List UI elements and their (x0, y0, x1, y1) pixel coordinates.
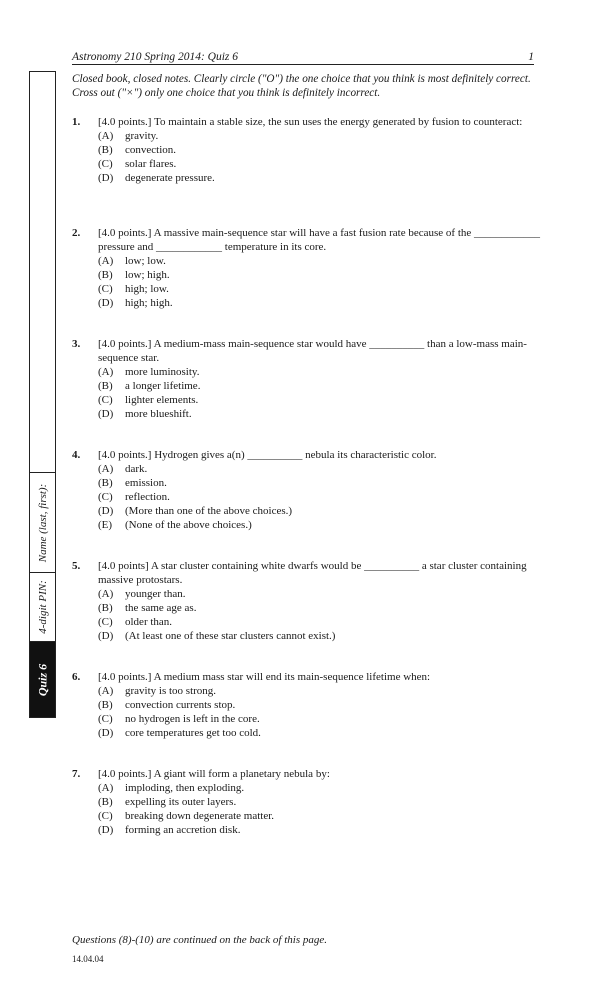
answer-option[interactable]: (C) older than. (98, 616, 173, 628)
answer-option[interactable]: (B) a longer lifetime. (98, 380, 201, 392)
question-7 (72, 767, 542, 837)
answer-option[interactable]: (B) low; high. (98, 269, 170, 281)
question-stem: [4.0 points] A star cluster containing white dwarfs would be __________ a star cluster containing massive protostars. (98, 560, 527, 586)
answer-option[interactable]: (B) convection. (98, 144, 177, 156)
question-number: 5. (72, 560, 81, 572)
answer-option[interactable]: (D) (More than one of the above choices.) (98, 505, 293, 517)
answer-option[interactable]: (A) imploding, then exploding. (98, 782, 245, 794)
answer-option[interactable]: (C) reflection. (98, 491, 170, 503)
page-number: 1 (528, 51, 534, 63)
question-5 (72, 559, 542, 643)
question-number: 7. (72, 768, 81, 780)
page-header (72, 48, 534, 65)
answer-option[interactable]: (B) convection currents stop. (98, 699, 236, 711)
answer-option[interactable]: (A) more luminosity. (98, 366, 200, 378)
answer-option[interactable]: (E) (None of the above choices.) (98, 519, 252, 531)
answer-option[interactable]: (A) dark. (98, 463, 148, 475)
question-number: 2. (72, 227, 81, 239)
question-number: 1. (72, 116, 81, 128)
continuation-note: Questions (8)-(10) are continued on the back of this page. (72, 934, 327, 946)
answer-option[interactable]: (D) more blueshift. (98, 408, 192, 420)
date-code: 14.04.04 (72, 954, 104, 964)
answer-option[interactable]: (B) expelling its outer layers. (98, 796, 237, 808)
question-4 (72, 448, 542, 532)
question-stem: [4.0 points.] A medium mass star will end its main-sequence lifetime when: (98, 671, 431, 683)
answer-option[interactable]: (C) no hydrogen is left in the core. (98, 713, 260, 725)
answer-option[interactable]: (C) solar flares. (98, 158, 177, 170)
answer-option[interactable]: (D) core temperatures get too cold. (98, 727, 261, 739)
quiz-label-box (30, 641, 55, 717)
question-number: 4. (72, 449, 81, 461)
answer-option[interactable]: (C) breaking down degenerate matter. (98, 810, 275, 822)
sidebar-blank-cell (30, 72, 55, 472)
name-field[interactable] (30, 472, 55, 572)
question-1 (72, 115, 542, 185)
question-6 (72, 670, 542, 740)
question-2 (72, 226, 542, 310)
answer-option[interactable]: (D) high; high. (98, 297, 173, 309)
pin-field[interactable] (30, 572, 55, 641)
question-number: 3. (72, 338, 81, 350)
quiz-label: Quiz 6 (35, 663, 49, 696)
answer-option[interactable]: (A) gravity is too strong. (98, 685, 217, 697)
answer-option[interactable]: (C) high; low. (98, 283, 169, 295)
answer-option[interactable]: (A) low; low. (98, 255, 166, 267)
answer-option[interactable]: (B) the same age as. (98, 602, 197, 614)
question-number: 6. (72, 671, 81, 683)
question-stem: [4.0 points.] To maintain a stable size, the sun uses the energy generated by fusion to counteract: (98, 116, 523, 128)
question-3 (72, 337, 542, 421)
course-title: Astronomy 210 Spring 2014: Quiz 6 (72, 51, 239, 63)
answer-option[interactable]: (C) lighter elements. (98, 394, 199, 406)
answer-option[interactable]: (D) forming an accretion disk. (98, 824, 241, 836)
answer-option[interactable]: (A) younger than. (98, 588, 186, 600)
question-stem: [4.0 points.] A giant will form a planetary nebula by: (98, 768, 330, 780)
answer-option[interactable]: (D) degenerate pressure. (98, 172, 215, 184)
pin-label: 4-digit PIN: (36, 580, 49, 634)
question-stem: [4.0 points.] Hydrogen gives a(n) __________ nebula its characteristic color. (98, 449, 437, 461)
question-stem: [4.0 points.] A massive main-sequence star will have a fast fusion rate because of the ____________ pressure and ____________ temperature in its core. (98, 227, 541, 253)
question-stem: [4.0 points.] A medium-mass main-sequence star would have __________ than a low-mass main-sequence star. (98, 338, 527, 364)
answer-option[interactable]: (D) (At least one of these star clusters cannot exist.) (98, 630, 336, 642)
answer-option[interactable]: (A) gravity. (98, 130, 159, 142)
identification-sidebar (29, 71, 56, 718)
name-label: Name (last, first): (36, 483, 49, 562)
instructions: Closed book, closed notes. Clearly circle ("O") the one choice that you think is most definitely correct. Cross out ("×") only one choice that you think is definitely incorrect. (72, 73, 531, 99)
answer-option[interactable]: (B) emission. (98, 477, 167, 489)
